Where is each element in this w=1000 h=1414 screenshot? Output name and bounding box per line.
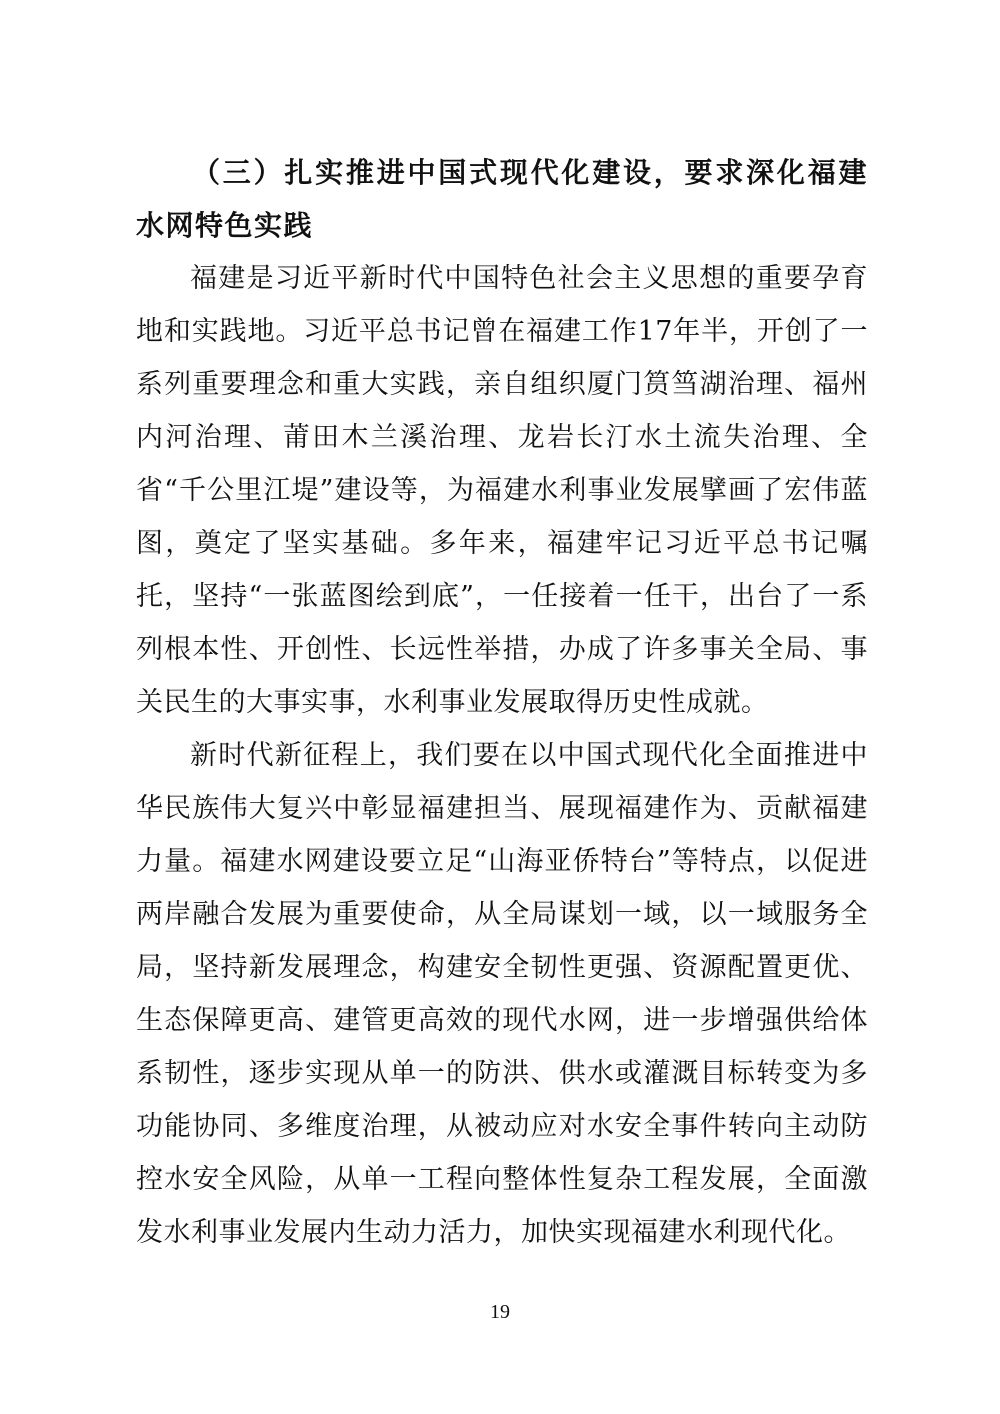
section-heading: （三）扎实推进中国式现代化建设，要求深化福建水网特色实践 <box>136 156 868 242</box>
body-paragraph-2: 新时代新征程上，我们要在以中国式现代化全面推进中华民族伟大复兴中彰显福建担当、展现福建作为、贡献福建力量。福建水网建设要立足“山海亚侨特台”等特点，以促进两岸融合发展为重要使命，从全局谋划一域，以一域服务全局，坚持新发展理念，构建安全韧性更强、资源配置更优、生态保障更高、建管更高效的现代水网，进一步增强供给体系韧性，逐步实现从单一的防洪、供水或灌溉目标转变为多功能协同、多维度治理，从被动应对水安全事件转向主动防控水安全风险，从单一工程向整体性复杂工程发展，全面激发水利事业发展内生动力活力，加快实现福建水利现代化。 <box>136 740 868 1248</box>
body-paragraph-1: 福建是习近平新时代中国特色社会主义思想的重要孕育地和实践地。习近平总书记曾在福建工作17年半，开创了一系列重要理念和重大实践，亲自组织厦门筼筜湖治理、福州内河治理、莆田木兰溪治理、龙岩长汀水土流失治理、全省“千公里江堤”建设等，为福建水利事业发展擘画了宏伟蓝图，奠定了坚实基础。多年来，福建牢记习近平总书记嘱托，坚持“一张蓝图绘到底”，一任接着一任干，出台了一系列根本性、开创性、长远性举措，办成了许多事关全局、事关民生的大事实事，水利事业发展取得历史性成就。 <box>136 263 868 718</box>
page-number: 19 <box>490 1301 510 1323</box>
page-content <box>136 146 868 1259</box>
